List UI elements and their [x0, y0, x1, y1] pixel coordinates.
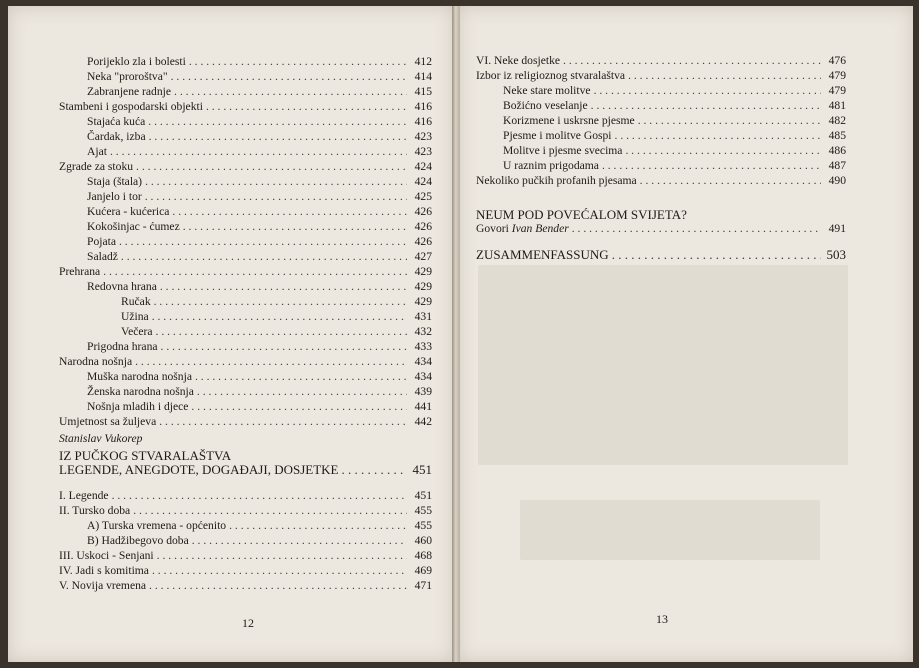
toc-entry-page: 434: [414, 355, 432, 368]
toc-entry-title: Nekoliko pučkih profanih pjesama: [476, 174, 637, 187]
toc-entry-title: Staja (štala): [87, 175, 143, 188]
neum-entry-author: Ivan Bender: [511, 222, 569, 235]
dot-leader: [121, 250, 407, 265]
toc-entry-title: Ajat: [87, 145, 107, 158]
toc-entry-page: 434: [414, 370, 432, 383]
toc-entry: [503, 144, 846, 159]
dot-leader: [135, 355, 407, 370]
toc-entry-page: 468: [414, 549, 432, 562]
toc-entry-title: Molitve i pjesme svecima: [503, 144, 623, 157]
dot-leader: [110, 145, 407, 160]
summary-entry: [476, 246, 846, 263]
toc-entry-title: Prigodna hrana: [87, 340, 158, 353]
dot-leader: [191, 400, 407, 415]
dot-leader: [112, 489, 407, 504]
toc-entry-page: 429: [414, 280, 432, 293]
toc-entry-page: 481: [828, 99, 846, 112]
toc-entry-page: 425: [414, 190, 432, 203]
dot-leader: [152, 564, 407, 579]
toc-entry-page: 429: [414, 265, 432, 278]
toc-entry-page: 503: [826, 247, 846, 262]
toc-entry-title: Čardak, izba: [87, 130, 146, 143]
toc-entry-page: 486: [828, 144, 846, 157]
dot-leader: [152, 310, 407, 325]
toc-entry: [87, 70, 432, 85]
toc-entry-title: Nošnja mladih i djece: [87, 400, 189, 413]
toc-entry-title: III. Uskoci - Senjani: [59, 549, 154, 562]
toc-entry: [87, 175, 432, 190]
toc-entry-page: 423: [414, 130, 432, 143]
toc-entry: [59, 355, 432, 370]
dot-leader: [160, 280, 407, 295]
toc-entry: [87, 400, 432, 415]
toc-entry: [503, 129, 846, 144]
toc-entry-title: Zgrade za stoku: [59, 160, 134, 173]
dot-leader: [156, 325, 407, 340]
toc-entry: [503, 159, 846, 174]
toc-entry-title: Kokošinjac - ćumez: [87, 220, 180, 233]
dot-leader: [602, 159, 821, 174]
dot-leader: [594, 84, 821, 99]
toc-entry-page: 426: [414, 205, 432, 218]
toc-entry-page: 490: [828, 174, 846, 187]
dot-leader: [183, 220, 407, 235]
toc-entry-title: Neke stare molitve: [503, 84, 591, 97]
dot-leader: [615, 129, 821, 144]
toc-entry-page: 479: [828, 69, 846, 82]
page-number-left: 12: [242, 616, 254, 630]
toc-entry-title: B) Hadžibegovo doba: [87, 534, 189, 547]
toc-entry: [503, 114, 846, 129]
dot-leader: [612, 246, 821, 263]
dot-leader: [148, 115, 407, 130]
toc-entry-page: 432: [414, 325, 432, 338]
toc-entry-page: 423: [414, 145, 432, 158]
neum-section-title: NEUM POD POVEĆALOM SVIJETA?: [476, 207, 687, 222]
dot-leader: [229, 519, 407, 534]
toc-entry-page: 416: [414, 100, 432, 113]
toc-entry: [87, 534, 432, 549]
toc-entry-page: 424: [414, 160, 432, 173]
toc-entry-title: Narodna nošnja: [59, 355, 133, 368]
dot-leader: [341, 461, 407, 478]
toc-entry-title: Stambeni i gospodarski objekti: [59, 100, 203, 113]
toc-entry-page: 427: [414, 250, 432, 263]
page-number-right: 13: [656, 612, 668, 626]
dot-leader: [174, 85, 407, 100]
toc-entry: [87, 205, 432, 220]
toc-entry-title: Večera: [121, 325, 153, 338]
toc-entry-page: 426: [414, 220, 432, 233]
toc-entry: [503, 99, 846, 114]
toc-entry-page: 431: [414, 310, 432, 323]
toc-entry-title: Porijeklo zla i bolesti: [87, 55, 186, 68]
toc-entry-title: Izbor iz religioznog stvaralaštva: [476, 69, 626, 82]
toc-entry: [87, 385, 432, 400]
section-entry: [59, 461, 432, 478]
toc-entry: [87, 115, 432, 130]
toc-entry: [87, 130, 432, 145]
toc-entry: [87, 519, 432, 534]
dot-leader: [591, 99, 821, 114]
toc-entry: [87, 250, 432, 265]
toc-entry-title: A) Turska vremena - općenito: [87, 519, 227, 532]
toc-entry-page: 442: [414, 415, 432, 428]
book-gutter: [452, 6, 460, 662]
dot-leader: [149, 130, 407, 145]
neum-entry: [476, 222, 846, 237]
toc-entry-page: 451: [412, 462, 432, 477]
neum-entry-prefix: Govori: [476, 222, 512, 235]
dot-leader: [195, 370, 407, 385]
toc-entry-title: Užina: [121, 310, 149, 323]
dot-leader: [149, 579, 407, 594]
toc-entry: [59, 579, 432, 594]
toc-entry-page: 433: [414, 340, 432, 353]
toc-entry-page: 429: [414, 295, 432, 308]
toc-entry: [87, 370, 432, 385]
toc-entry-title: II. Tursko doba: [59, 504, 131, 517]
toc-entry-title: U raznim prigodama: [503, 159, 599, 172]
toc-entry: [59, 489, 432, 504]
dot-leader: [206, 100, 407, 115]
toc-entry-title: I. Legende: [59, 489, 109, 502]
toc-entry-title: Prehrana: [59, 265, 101, 278]
toc-entry: [121, 325, 432, 340]
toc-entry-title: Božićno veselanje: [503, 99, 588, 112]
toc-entry-page: 469: [414, 564, 432, 577]
show-through-illustration: [478, 265, 848, 465]
toc-entry: [59, 549, 432, 564]
toc-entry: [59, 160, 432, 175]
section-title: IZ PUČKOG STVARALAŠTVA: [59, 448, 232, 463]
dot-leader: [192, 534, 407, 549]
toc-entry-page: 482: [828, 114, 846, 127]
dot-leader: [638, 114, 821, 129]
toc-entry: [87, 55, 432, 70]
toc-entry: [476, 54, 846, 69]
dot-leader: [133, 504, 407, 519]
toc-entry-title: [476, 222, 569, 237]
toc-entry: [121, 295, 432, 310]
dot-leader: [197, 385, 407, 400]
toc-entry: [121, 310, 432, 325]
dot-leader: [157, 549, 407, 564]
toc-entry-page: 414: [414, 70, 432, 83]
toc-entry-title: LEGENDE, ANEGDOTE, DOGAĐAJI, DOSJETKE: [59, 462, 339, 477]
dot-leader: [161, 340, 407, 355]
toc-entry: [59, 564, 432, 579]
toc-entry-page: 424: [414, 175, 432, 188]
toc-entry-page: 426: [414, 235, 432, 248]
dot-leader: [628, 69, 821, 84]
toc-entry: [59, 100, 432, 115]
toc-entry-title: Muška narodna nošnja: [87, 370, 192, 383]
dot-leader: [119, 235, 407, 250]
dot-leader: [172, 205, 407, 220]
dot-leader: [136, 160, 407, 175]
toc-entry-page: 487: [828, 159, 846, 172]
dot-leader: [145, 175, 407, 190]
toc-entry-title: Zabranjene radnje: [87, 85, 172, 98]
toc-entry-title: ZUSAMMENFASSUNG: [476, 247, 609, 262]
toc-entry: [87, 85, 432, 100]
toc-entry-page: 491: [828, 222, 846, 235]
toc-entry-title: Neka "proroštva": [87, 70, 168, 83]
toc-entry-page: 485: [828, 129, 846, 142]
dot-leader: [145, 190, 407, 205]
dot-leader: [625, 144, 821, 159]
toc-entry-page: 471: [414, 579, 432, 592]
toc-entry-page: 476: [828, 54, 846, 67]
toc-entry-page: 439: [414, 385, 432, 398]
toc-entry: [59, 265, 432, 280]
toc-entry-page: 460: [414, 534, 432, 547]
toc-entry-page: 451: [414, 489, 432, 502]
toc-entry-page: 412: [414, 55, 432, 68]
toc-entry-title: V. Novija vremena: [59, 579, 147, 592]
toc-entry-page: 455: [414, 504, 432, 517]
toc-entry: [476, 69, 846, 84]
toc-entry: [476, 174, 846, 189]
section-author: Stanislav Vukorep: [59, 432, 143, 445]
toc-entry-page: 441: [414, 400, 432, 413]
toc-entry-title: Kućera - kućerica: [87, 205, 170, 218]
toc-entry: [87, 235, 432, 250]
toc-entry-page: 479: [828, 84, 846, 97]
toc-entry: [59, 504, 432, 519]
toc-entry-title: Stajaća kuća: [87, 115, 146, 128]
toc-entry-title: Umjetnost sa žuljeva: [59, 415, 157, 428]
dot-leader: [640, 174, 821, 189]
toc-entry-page: 415: [414, 85, 432, 98]
toc-entry: [59, 415, 432, 430]
toc-entry: [87, 340, 432, 355]
toc-entry-page: 416: [414, 115, 432, 128]
dot-leader: [171, 70, 407, 85]
dot-leader: [189, 55, 407, 70]
toc-entry-title: Ženska narodna nošnja: [87, 385, 194, 398]
toc-entry: [503, 84, 846, 99]
toc-entry-title: Pojata: [87, 235, 116, 248]
dot-leader: [572, 222, 821, 237]
show-through-text-block: [520, 500, 820, 560]
toc-entry-title: IV. Jadi s komitima: [59, 564, 149, 577]
toc-entry-page: 455: [414, 519, 432, 532]
toc-entry: [87, 280, 432, 295]
dot-leader: [103, 265, 407, 280]
toc-entry-title: VI. Neke dosjetke: [476, 54, 561, 67]
toc-entry: [87, 145, 432, 160]
toc-entry-title: Redovna hrana: [87, 280, 157, 293]
toc-entry-title: Saladž: [87, 250, 118, 263]
toc-entry: [87, 190, 432, 205]
toc-entry-title: Pjesme i molitve Gospi: [503, 129, 612, 142]
toc-entry-title: Janjelo i tor: [87, 190, 142, 203]
toc-entry: [87, 220, 432, 235]
toc-entry-title: Korizmene i uskrsne pjesme: [503, 114, 635, 127]
dot-leader: [563, 54, 821, 69]
toc-entry-title: Ručak: [121, 295, 151, 308]
dot-leader: [159, 415, 407, 430]
dot-leader: [154, 295, 407, 310]
